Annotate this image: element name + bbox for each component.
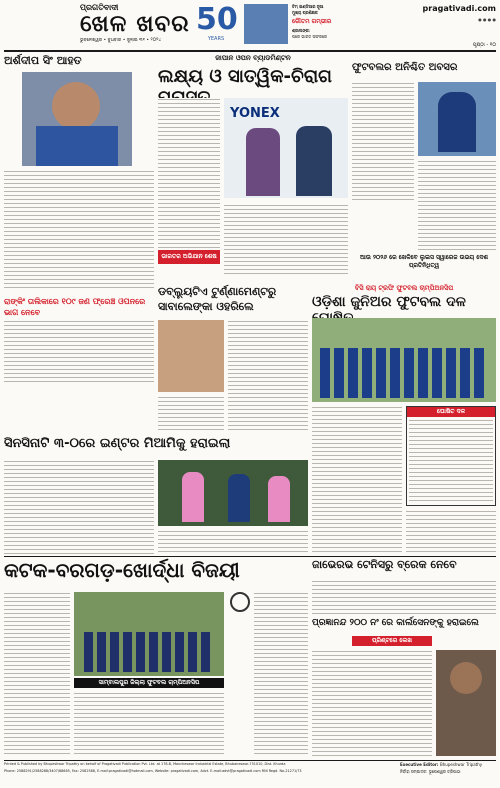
sponsor-logo — [230, 592, 250, 612]
anniversary-number: 50 — [196, 2, 238, 37]
japan-text-1 — [158, 98, 220, 248]
japan-kicker: ଜାପାନ ଓପନ ବ୍ୟାଡମିଣ୍ଟନ — [215, 54, 291, 62]
ranking-subhead: ରାଙ୍କିଂ ତାଲିକାରେ ୧୦୯ ଜଣ ଫ୍ରେଞ୍ଚ ଓପନରେ ଭାଗ ନେବେ — [4, 297, 146, 317]
footer-editor-name: Bhupeshwar Tripathy — [440, 762, 483, 767]
mid-rule — [4, 556, 496, 557]
soccer-photo — [158, 460, 308, 526]
odisha-kicker: ବିସି ରାୟ ଟ୍ରଫି ଫୁଟବଲ ଚାମ୍ପିଅନସିପ — [354, 284, 454, 292]
sambalpur-photo — [74, 592, 224, 676]
team-box — [406, 406, 496, 506]
suarez-photo — [418, 82, 496, 156]
footer-editor-sub: ନିର୍ବାହୀ ସମ୍ପାଦକ: ଭୂପେଶ୍ୱର ତ୍ରିପାଠୀ — [400, 769, 461, 774]
arshdeep-story — [4, 54, 154, 384]
tennis-text — [312, 580, 496, 616]
praggnanandhaa-photo — [436, 650, 496, 756]
promo-line-3: ଗୌତମ ଗମ୍ଭୀର — [292, 18, 332, 25]
football-text-1 — [352, 82, 414, 202]
tennis-headline: ଜାଭେରଭ ଟେନିସରୁ ବ୍ରେକ ନେବେ — [312, 558, 457, 571]
section-title: ଖେଳ ଖବର — [80, 11, 190, 37]
yonex-banner: YONEX — [230, 106, 280, 121]
page-number: ପୃଷ୍ଠା - ୧୦ — [472, 42, 496, 48]
sabalenka-story — [158, 284, 308, 434]
brand-logo: ପ୍ରଗତିବାଦୀ — [80, 3, 119, 12]
footer — [4, 762, 496, 786]
japan-text-2 — [224, 204, 348, 274]
cincinnati-text-1 — [4, 460, 154, 554]
cuttack-headline: କଟକ-ବରଗଡ଼-ଖୋର୍ଦ୍ଧା ବିଜୟୀ — [4, 558, 240, 582]
sabalenka-text — [228, 320, 308, 432]
arshdeep-photo — [22, 72, 132, 166]
footer-editor-label: Executive Editor: — [400, 762, 439, 767]
arshdeep-headline: ଅର୍ଶଦୀପ ସିଂ ଆହତ — [4, 54, 82, 67]
lakshya-headline: ଲକ୍ଷ୍ୟ ଓ ସାତ୍ୱିକ-ଚିରାଗ — [158, 66, 332, 87]
football-text-2 — [418, 160, 496, 250]
team-box-text — [409, 419, 493, 503]
chess-story — [312, 618, 496, 756]
sabalenka-headline: ଡବ୍ଲ୍ୟୁଟିଏ ଟୁର୍ଣ୍ଣାମେଣ୍ଟରୁ ସାବାଲେଙ୍କା ଓହରିଲେ — [158, 285, 277, 313]
team-box-title: ଘୋଷିତ ଦଳ — [407, 407, 495, 417]
footer-printed: Printed & Published by Bhupeshwar Tripathy on behalf of Pragativadi Publication Pvt. Ltd. at 178-B, Mancheswar Industrial Estate, Bhubaneswar-751010, Dist. Khurda — [4, 762, 286, 766]
odisha-story — [312, 284, 496, 554]
cincinnati-story — [4, 436, 308, 554]
website: pragativadi.com — [422, 4, 496, 13]
cuttack-text-2 — [74, 692, 224, 756]
social-icons: ● ● ● ● — [478, 17, 496, 22]
chess-box: ପ୍ରିଣ୍ଟରେ ଲେଖ — [352, 636, 432, 646]
cuttack-story — [4, 558, 308, 756]
india-tag: ଭାରତର ଅଭିଯାନ ଶେଷ — [158, 250, 220, 264]
masthead — [0, 0, 500, 50]
odisha-headline: ଓଡ଼ିଶା ଜୁନିଅର ଫୁଟବଲ ଦଳ — [312, 294, 466, 310]
cuttack-text-3 — [254, 592, 308, 756]
promo-line-1: ଟିମ୍ ଇଣ୍ଡିଆର ନୂଆ — [292, 4, 324, 9]
odisha-team-photo — [312, 318, 496, 402]
sabalenka-text-2 — [158, 396, 224, 432]
sabalenka-photo — [158, 320, 224, 392]
cincinnati-text-2 — [158, 530, 308, 554]
anniversary-logo — [196, 4, 236, 46]
footer-rule — [4, 760, 496, 761]
promo-line-2: ମୁଖ୍ୟ ପ୍ରଶିକ୍ଷକ — [292, 10, 318, 15]
football-story — [352, 54, 496, 280]
gambhir-photo — [244, 4, 288, 44]
arshdeep-text-2 — [4, 320, 154, 384]
chess-headline: ପ୍ରଜ୍ଞାନନ୍ଦ ୨୦୦ ନଂ ରେ କାର୍ଲସେନଙ୍କୁ ହରାଇଲେ — [312, 618, 479, 628]
promo-line-5: ପରେ ଭାରତ ସଫରରେ — [292, 34, 328, 39]
badminton-photo — [224, 98, 348, 198]
odisha-text-2 — [406, 510, 496, 552]
masthead-rule — [4, 50, 496, 52]
odisha-text-1 — [312, 406, 402, 552]
tennis-story — [312, 558, 496, 618]
japan-open-story — [158, 54, 348, 280]
promo-box — [292, 4, 388, 48]
anniversary-years: YEARS — [207, 36, 225, 42]
chess-text — [312, 650, 432, 756]
date-line: ଭୁବନେଶ୍ୱର • ବୁଧବାର • ଜୁଲାଇ ୩୧ • ୨୦୨୪ — [80, 38, 162, 43]
cincinnati-headline: ସିନସିନାଟି ୩-୦ରେ ଇଣ୍ଟର ମିଆମିକୁ ହରାଇଲା — [4, 436, 231, 451]
football-headline: ଫୁଟବଲର ଅନିଶ୍ଚିତ ଅବସର — [352, 62, 458, 73]
football-subhead: ଆଉ ୨୦୨୬ ରେ ଖେଳିବେ ଲୁଇସ ସ୍ୱାରେଜ ଉଭୟ ଦେଶ ପ୍ରତିନିଧିତ୍ୱ — [360, 254, 488, 269]
promo-line-4: ଶ୍ରୀଲଙ୍କା — [292, 28, 310, 33]
cuttack-text-1 — [4, 592, 70, 756]
footer-phone: Phone: 2588291/2588288/3407/88665, Fax: 2582588, E-mail:pragativadi@hotmail.com, Website: pragativadi.com, Advt. E-mail:advt@pragativadi.com RNI Regd. No-21271/73 — [4, 769, 302, 773]
sambalpur-caption: ସାମ୍ବାଲପୁର ଜିଲ୍ଲା ଫୁଟବଲ ଚାମ୍ପିଅନସିପ — [74, 678, 224, 688]
arshdeep-text-1 — [4, 170, 154, 290]
